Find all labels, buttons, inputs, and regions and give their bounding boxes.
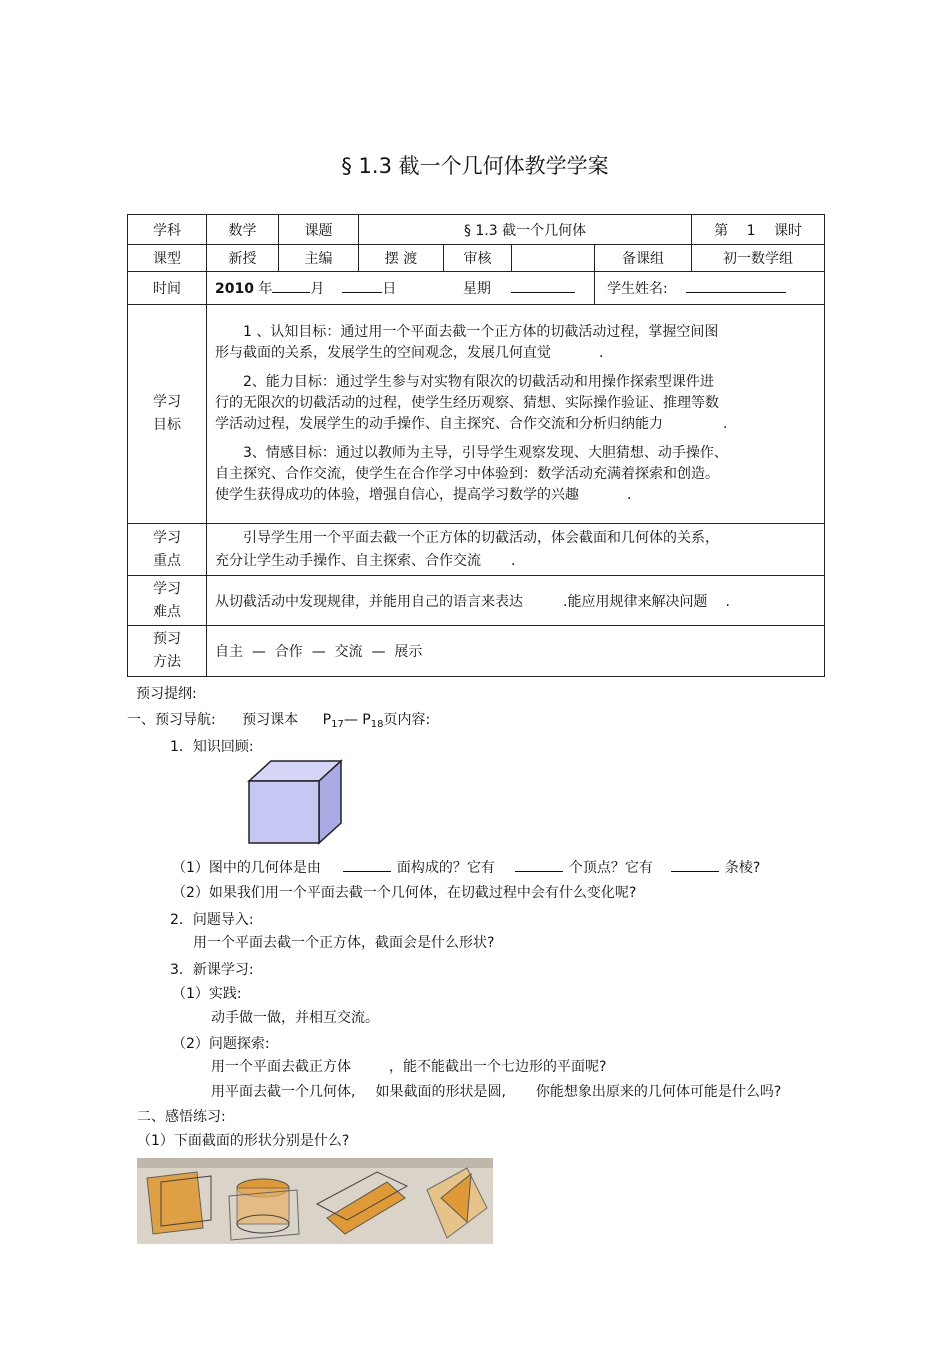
method-text: 自主 — 合作 — 交流 — 展示: [207, 626, 825, 677]
focus-text: 引导学生用一个平面去截一个正方体的切截活动，体会截面和几何体的关系， 充分让学生动手操作、自主探索、合作交流 .: [207, 524, 825, 576]
day-blank: [342, 278, 382, 293]
row-method: [128, 626, 825, 677]
question-1: （1）图中的几何体是由 面构成的？它有 个顶点？它有 条棱?: [172, 857, 760, 877]
topic-label: 课题: [279, 215, 359, 245]
subject-label: 学科: [128, 215, 207, 245]
preview-read: 预习课本: [242, 712, 299, 728]
editor-label: 主编: [279, 245, 359, 272]
question-2: （2）如果我们用一个平面去截一个几何体，在切截过程中会有什么变化呢?: [172, 885, 637, 901]
period-suffix: 课时: [773, 222, 802, 239]
group-label: 备课组: [595, 245, 692, 272]
day-unit: 日: [382, 281, 397, 297]
goal-1-line-1: 1 、认知目标：通过用一个平面去截一个正方体的切截活动过程，掌握空间图: [243, 324, 719, 340]
goal-1-line-2: 形与截面的关系，发展学生的空间观念，发展几何直觉 .: [215, 345, 604, 361]
year: 2010: [215, 281, 254, 297]
goals-label-2: 目标: [153, 417, 181, 433]
vertices-blank: [515, 857, 563, 872]
goal-3-line-1: 3、情感目标：通过以教师为主导，引导学生观察发现、大胆猜想、动手操作、: [243, 445, 728, 461]
row-goals: [128, 305, 825, 524]
row-subject: [128, 215, 825, 245]
section-2-heading: 二、感悟练习:: [137, 1109, 226, 1125]
editor-value: 摆 渡: [359, 245, 444, 272]
goal-2-line-2: 行的无限次的切截活动的过程，使学生经历观察、猜想、实际操作验证、推理等数: [215, 395, 719, 411]
period-prefix: 第: [714, 222, 729, 239]
goals-label: [128, 305, 207, 524]
time-label: 时间: [128, 272, 207, 305]
time-value: [207, 272, 595, 305]
cube-front-face: [249, 781, 319, 843]
difficulty-text: 从切截活动中发现规律，并能用自己的语言来表达 .能应用规律来解决问题 .: [207, 576, 825, 626]
difficulty-label: 学习 难点: [128, 576, 207, 626]
month-unit: 月: [310, 281, 325, 297]
edges-blank: [671, 857, 719, 872]
method-label: 预习 方法: [128, 626, 207, 677]
student-blank: [686, 278, 786, 293]
topic-value: § 1.3 截一个几何体: [359, 215, 692, 245]
goal-2-line-3: 学活动过程，发展学生的动手操作、自主探究、合作交流和分析归纳能力 .: [215, 416, 728, 432]
section-1-line: [127, 709, 430, 730]
section-2-question: （1）下面截面的形状分别是什么?: [137, 1133, 350, 1149]
explore-line-2: 用平面去截一个几何体, 如果截面的形状是圆, 你能想象出原来的几何体可能是什么吗?: [211, 1084, 782, 1100]
problem-intro: 2．问题导入:: [170, 912, 254, 928]
type-label: 课型: [128, 245, 207, 272]
row-type: [128, 245, 825, 272]
row-difficulty: [128, 576, 825, 626]
explore-heading: （2）问题探索:: [172, 1036, 270, 1052]
faces-blank: [343, 857, 391, 872]
review-value: [512, 245, 595, 272]
month-blank: [272, 278, 310, 293]
new-lesson: 3．新课学习:: [170, 962, 254, 978]
outline-heading: 预习提纲:: [136, 686, 197, 702]
explore-line-1: 用一个平面去截正方体 ，能不能截出一个七边形的平面呢?: [211, 1059, 607, 1075]
student-cell: [595, 272, 825, 305]
goal-3-line-2: 自主探究、合作交流，使学生在合作学习中体验到：数学活动充满着探索和创造。: [215, 466, 719, 482]
lesson-info-table: [127, 214, 825, 677]
period-num: 1: [746, 222, 756, 239]
student-label: 学生姓名:: [607, 281, 668, 297]
practice-text: 动手做一做，并相互交流。: [211, 1010, 379, 1026]
problem-intro-text: 用一个平面去截一个正方体，截面会是什么形状?: [193, 935, 495, 951]
weekday-label: 星期: [462, 281, 491, 297]
goals-label-1: 学习: [153, 394, 181, 410]
goals-text: [207, 305, 825, 524]
knowledge-review: 1．知识回顾:: [170, 739, 254, 755]
page-range: $P_{17}—$ $P_{18}$页内容:: [322, 712, 431, 730]
goal-3-line-3: 使学生获得成功的体验，增强自信心，提高学习数学的兴趣 .: [215, 487, 632, 503]
page-title: § 1.3 截一个几何体教学学案: [341, 154, 609, 178]
row-focus: [128, 524, 825, 576]
group-value: 初一数学组: [692, 245, 825, 272]
weekday-blank: [511, 278, 575, 293]
practice-heading: （1）实践:: [172, 986, 242, 1002]
section-1-heading: 一、预习导航:: [127, 712, 216, 728]
cube-figure: [246, 758, 346, 846]
row-time: [128, 272, 825, 305]
subject-value: 数学: [207, 215, 279, 245]
period-cell: [692, 215, 825, 245]
review-label: 审核: [444, 245, 512, 272]
goal-2-line-1: 2、能力目标：通过学生参与对实物有限次的切截活动和用操作探索型课件进: [243, 374, 714, 390]
year-unit: 年: [258, 281, 273, 297]
focus-label: 学习 重点: [128, 524, 207, 576]
type-value: 新授: [207, 245, 279, 272]
cross-section-photo: [137, 1158, 493, 1244]
